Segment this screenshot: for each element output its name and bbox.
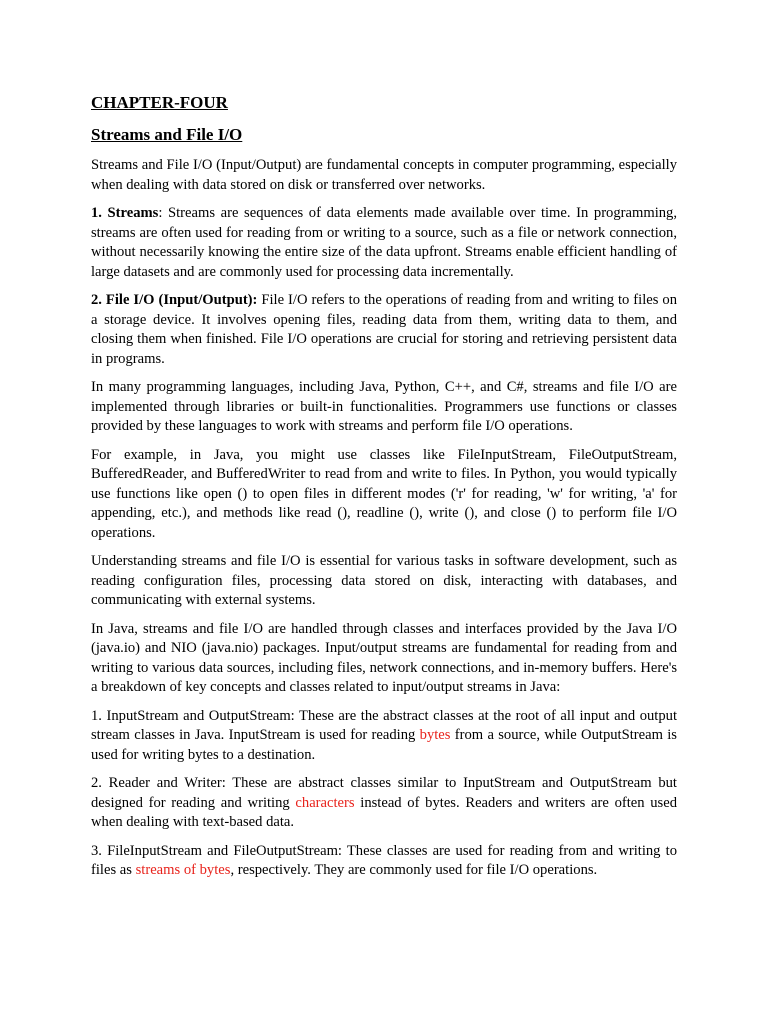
item1-text-a: 1. InputStream and OutputStream: These are the abstract classes at the root of all input and output stream classes in Java. InputStream is used for reading (91, 707, 677, 743)
item3-text-a: 3. FileInputStream and FileOutputStream: These classes are used for reading from and writing to files as (91, 842, 677, 878)
paragraph-languages: In many programming languages, including Java, Python, C++, and C#, streams and file I/O are implemented through libraries or built-in functionalities. Programmers use functions or classes provided by these languages to work with streams and perform file I/O operations. (91, 379, 677, 434)
file-io-label: 2. File I/O (Input/Output): (91, 292, 258, 308)
item2-text-b: instead of bytes. Readers and writers are often used when dealing with text-based data. (91, 794, 678, 830)
document-body (91, 92, 677, 890)
paragraph-item-3 (91, 842, 677, 881)
highlight-bytes: bytes (419, 727, 451, 743)
streams-body: : Streams are sequences of data elements made available over time. In programming, streams are often used for reading from or writing to a source, such as a file or network connection, without necessarily knowing the entire size of the data upfront. Streams enable efficient handling of large datasets and are commonly used for processing data incrementally. (91, 205, 677, 280)
paragraph-item-1 (91, 707, 677, 766)
section-title: Streams and File I/O (91, 125, 243, 144)
paragraph-example: For example, in Java, you might use classes like FileInputStream, FileOutputStream, BufferedReader, and BufferedWriter to read from and write to files. In Python, you would typically use functions like open () to open files in different modes ('r' for reading, 'w' for writing, 'a' for appending, etc.), and methods like read (), readline (), write (), and close () to perform file I/O operations. (91, 446, 677, 541)
item3-text-b: , respectively. They are commonly used for file I/O operations. (230, 862, 598, 878)
item1-text-b: from a source, while OutputStream is used for writing bytes to a destination. (91, 727, 677, 763)
streams-label: 1. Streams (91, 205, 159, 221)
file-io-body: File I/O refers to the operations of reading from and writing to files on a storage device. It involves opening files, reading data from them, writing data to them, and closing them when finished. File I/O operations are crucial for storing and retrieving persistent data in programs. (91, 292, 677, 367)
paragraph-understanding: Understanding streams and file I/O is essential for various tasks in software development, such as reading configuration files, processing data stored on disk, interacting with databases, and communicating with external systems. (91, 553, 677, 608)
paragraph-streams (91, 204, 677, 282)
paragraph-item-2 (91, 774, 677, 833)
highlight-streams-of-bytes: streams of bytes (135, 862, 231, 878)
chapter-title: CHAPTER-FOUR (91, 93, 228, 112)
item2-text-a: 2. Reader and Writer: These are abstract classes similar to InputStream and OutputStream but designed for reading and writing (91, 775, 677, 811)
highlight-characters: characters (295, 794, 355, 811)
paragraph-java-intro: In Java, streams and file I/O are handled through classes and interfaces provided by the Java I/O (java.io) and NIO (java.nio) packages. Input/output streams are fundamental for reading from and writing to various data sources, including files, network connections, and in-memory buffers. Here's a breakdown of key concepts and classes related to input/output streams in Java: (91, 620, 677, 695)
paragraph-intro: Streams and File I/O (Input/Output) are fundamental concepts in computer programming, especially when dealing with data stored on disk or transferred over networks. (91, 157, 677, 193)
paragraph-file-io (91, 291, 677, 369)
